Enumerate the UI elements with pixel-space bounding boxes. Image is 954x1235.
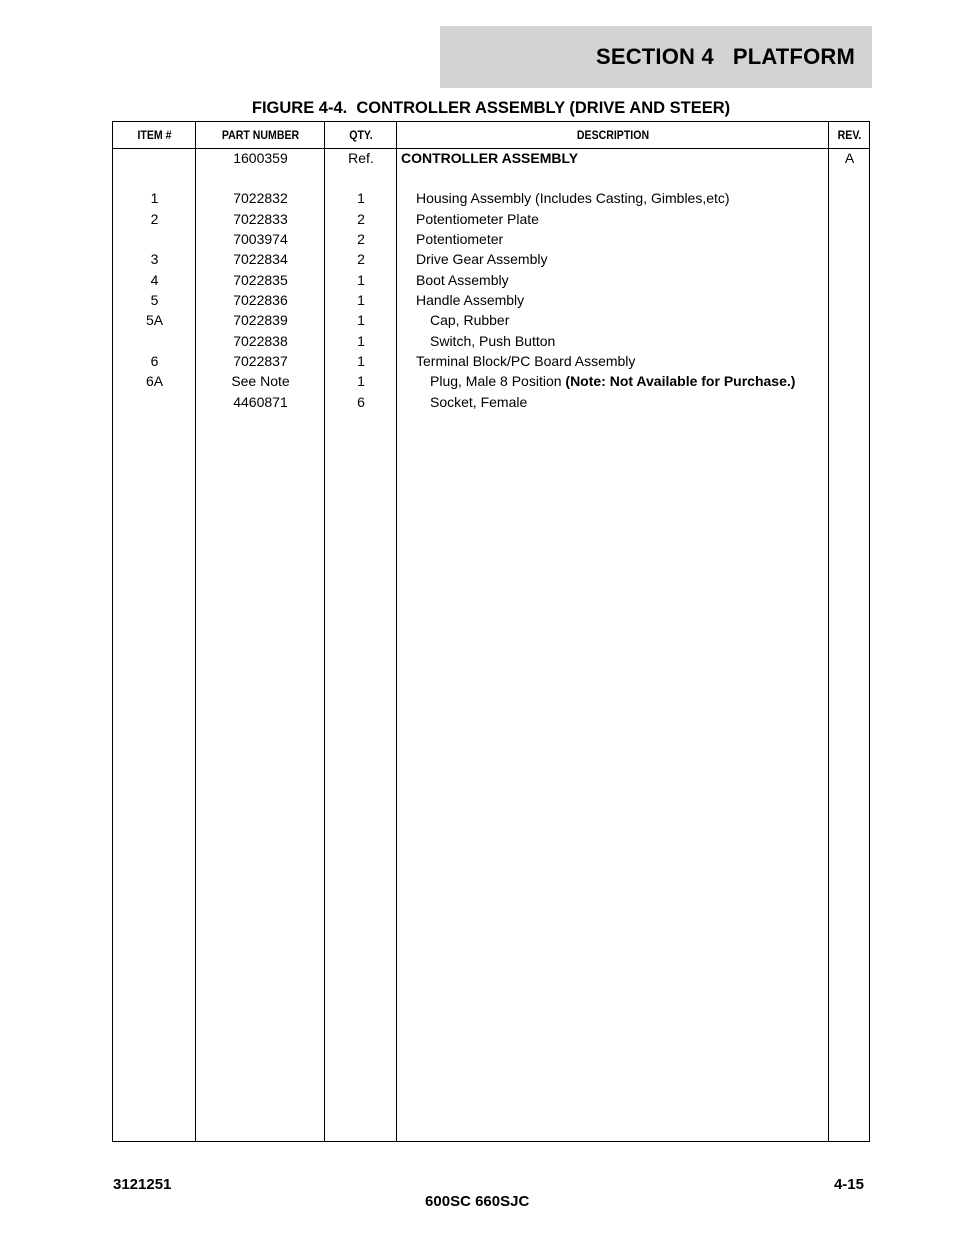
header-item: ITEM # [137,128,172,142]
description-text: Drive Gear Assembly [416,251,548,267]
description-cell [397,393,862,411]
table-row [113,311,869,331]
header-qty: QTY. [349,128,373,142]
table-row [113,271,869,291]
qty-cell: 1 [357,190,365,206]
table-row [113,372,869,392]
part-number-cell: 7022836 [233,292,288,308]
description-cell [397,352,848,370]
item-number-cell: 6A [145,373,164,389]
parts-table [112,121,870,1142]
qty-cell: 2 [357,251,365,267]
item-number-cell: 6 [150,353,159,369]
description-cell [397,189,848,207]
qty-cell: 1 [357,292,365,308]
item-number-cell: 4 [150,271,159,288]
description-text: CONTROLLER ASSEMBLY [401,150,579,166]
description-text: Terminal Block/PC Board Assembly [416,353,636,369]
description-cell [397,332,862,350]
footer-model [0,1176,954,1210]
part-number-cell: 7003974 [233,231,288,247]
part-number-cell: 7022833 [233,210,288,227]
header-description: DESCRIPTION [576,128,650,142]
part-number-cell: 7022837 [233,353,288,369]
qty-cell: 6 [357,393,365,410]
qty-cell: 1 [357,312,365,328]
table-row [113,352,869,372]
figure-title: FIGURE 4-4. CONTROLLER ASSEMBLY (DRIVE AND STEER) [251,99,731,117]
part-number-cell: 1600359 [233,150,288,166]
table-row [113,149,869,169]
table-row [113,189,869,209]
header-rev: REV. [837,128,862,142]
section-title: SECTION 4 PLATFORM [595,44,855,69]
footer-model-text: 600SC 660SJC [425,1193,530,1210]
qty-cell: 2 [357,210,365,227]
description-text: Potentiometer [416,231,504,247]
table-row [113,393,869,413]
item-number-cell: 1 [150,190,159,206]
part-number-cell: See Note [231,373,290,389]
item-number-cell: 5A [145,312,164,328]
rev-cell: A [844,150,855,166]
description-cell [397,271,848,289]
description-cell [397,372,862,390]
part-number-cell: 4460871 [233,393,288,410]
part-number-cell: 7022835 [233,271,288,288]
description-text: Boot Assembly [416,271,509,288]
qty-cell: 1 [357,332,365,349]
header-part-number: PART NUMBER [221,128,300,142]
qty-cell: 2 [357,231,365,247]
item-number-cell: 2 [150,210,159,227]
footer-doc-number: 3121251 [113,1176,172,1193]
description-cell [397,210,848,228]
description-text: Cap, Rubber [430,312,510,328]
table-row [113,291,869,311]
description-cell [397,149,833,167]
description-text: Handle Assembly [416,292,525,308]
part-number-cell: 7022839 [233,312,288,328]
description-note: (Note: Not Available for Purchase.) [565,373,796,389]
description-text: Socket, Female [430,393,528,410]
description-text: Housing Assembly (Includes Casting, Gimbles,etc) [416,190,730,206]
table-row [113,230,869,250]
qty-cell: Ref. [348,150,374,166]
description-cell [397,230,848,248]
description-text: Potentiometer Plate [416,210,539,227]
part-number-cell: 7022834 [233,251,288,267]
description-text: Plug, Male 8 Position [430,373,566,389]
qty-cell: 1 [357,353,365,369]
section-header [440,26,872,88]
table-row [113,332,869,352]
footer-page-number: 4-15 [833,1176,864,1193]
table-row [113,250,869,270]
part-number-cell: 7022832 [233,190,288,206]
part-number-cell: 7022838 [233,332,288,349]
item-number-cell: 3 [150,251,159,267]
item-number-cell: 5 [150,292,159,308]
description-text: Switch, Push Button [430,332,556,349]
description-cell [397,291,848,309]
description-cell [397,250,848,268]
qty-cell: 1 [357,271,365,288]
description-cell [397,311,862,329]
qty-cell: 1 [357,373,365,389]
table-row [113,210,869,230]
